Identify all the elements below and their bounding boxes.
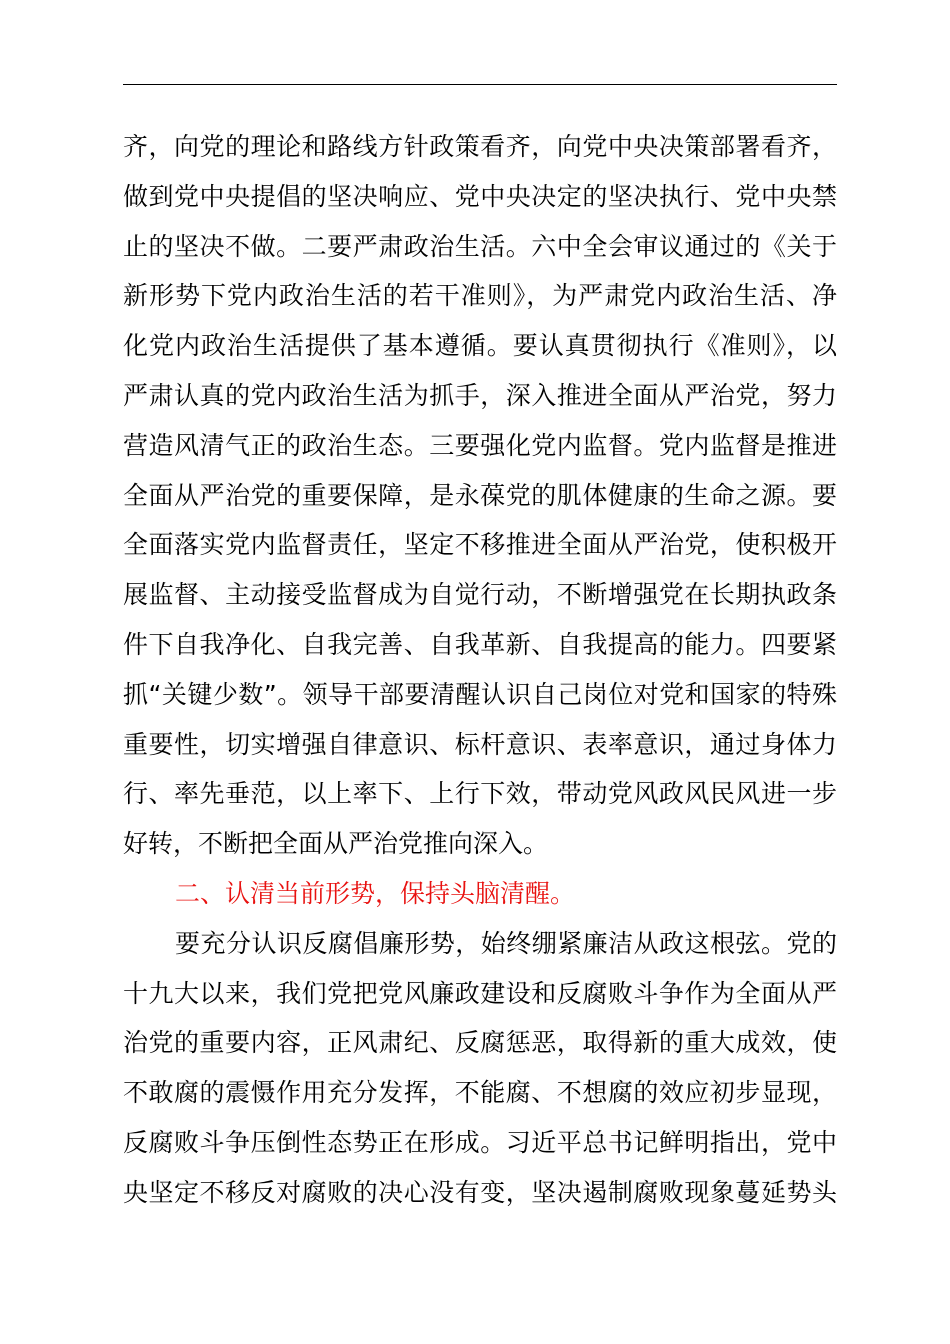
paragraph-line: 好转，不断把全面从严治党推向深入。 [123,829,549,859]
paragraph-line: 抓“关键少数”。领导干部要清醒认识自己岗位对党和国家的特殊 [123,679,837,709]
header-rule [123,84,837,85]
paragraph-line: 新形势下党内政治生活的若干准则》，为严肃党内政治生活、净 [123,281,837,311]
paragraph-line: 营造风清气正的政治生态。三要强化党内监督。党内监督是推进 [123,430,837,460]
paragraph-line: 要充分认识反腐倡廉形势，始终绷紧廉洁从政这根弦。党的 [175,928,837,958]
paragraph-line: 展监督、主动接受监督成为自觉行动，不断增强党在长期执政条 [123,580,837,610]
paragraph-line: 行、率先垂范，以上率下、上行下效，带动党风政风民风进一步 [123,779,837,809]
section-heading: 二、认清当前形势，保持头脑清醒。 [175,878,576,908]
paragraph-line: 化党内政治生活提供了基本遵循。要认真贯彻执行《准则》，以 [123,331,837,361]
document-body [123,122,837,1218]
paragraph-line: 重要性，切实增强自律意识、标杆意识、表率意识，通过身体力 [123,729,837,759]
paragraph-line: 央坚定不移反对腐败的决心没有变，坚决遏制腐败现象蔓延势头 [123,1177,837,1207]
paragraph-line: 做到党中央提倡的坚决响应、党中央决定的坚决执行、党中央禁 [123,181,837,211]
paragraph-line: 止的坚决不做。二要严肃政治生活。六中全会审议通过的《关于 [123,231,837,261]
paragraph-line: 十九大以来，我们党把党风廉政建设和反腐败斗争作为全面从严 [123,978,837,1008]
paragraph-2 [123,919,837,1218]
paragraph-line: 全面落实党内监督责任，坚定不移推进全面从严治党，使积极开 [123,530,837,560]
paragraph-line: 反腐败斗争压倒性态势正在形成。习近平总书记鲜明指出，党中 [123,1127,837,1157]
paragraph-line: 严肃认真的党内政治生活为抓手，深入推进全面从严治党，努力 [123,380,837,410]
paragraph-line: 治党的重要内容，正风肃纪、反腐惩恶，取得新的重大成效，使 [123,1028,837,1058]
paragraph-1 [123,122,837,869]
paragraph-line: 全面从严治党的重要保障，是永葆党的肌体健康的生命之源。要 [123,480,837,510]
paragraph-line: 齐，向党的理论和路线方针政策看齐，向党中央决策部署看齐， [123,132,837,161]
paragraph-line: 件下自我净化、自我完善、自我革新、自我提高的能力。四要紧 [123,629,837,659]
paragraph-line: 不敢腐的震慑作用充分发挥，不能腐、不想腐的效应初步显现， [123,1078,837,1108]
